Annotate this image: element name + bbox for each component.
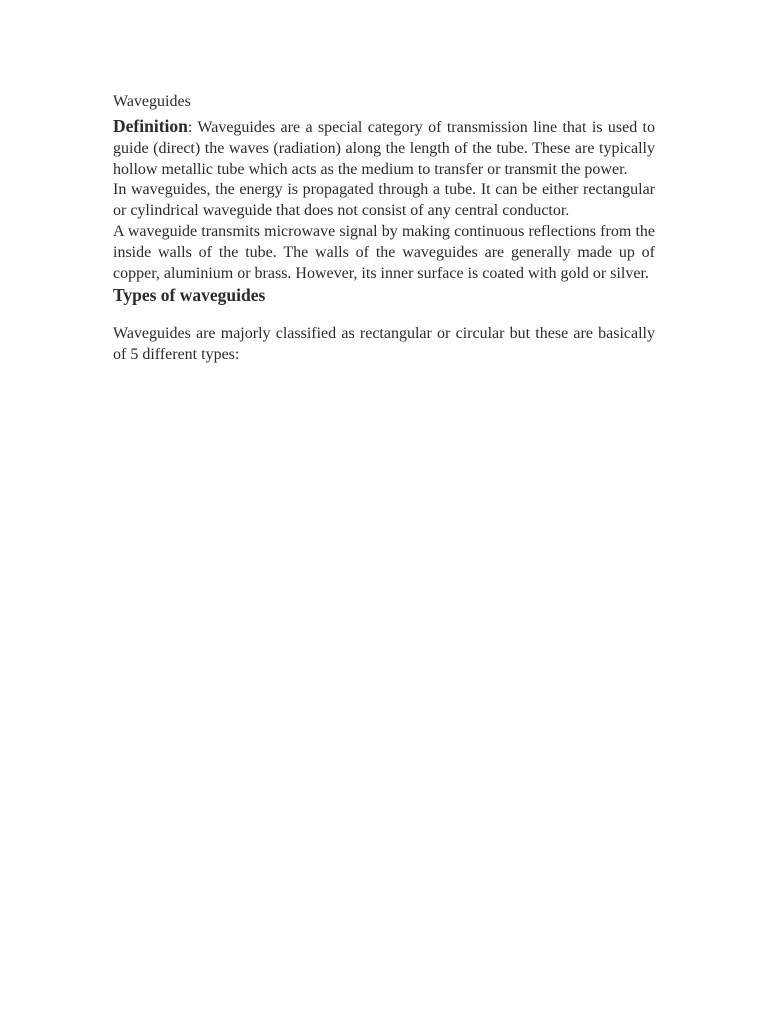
definition-term: Definition xyxy=(113,116,188,136)
definition-paragraph xyxy=(113,116,655,180)
document-title: Waveguides xyxy=(113,93,191,110)
definition-text: : Waveguides are a special category of transmission line that is used to guide (direct) the waves (radiation) along the length of the tube. These are typically hollow metallic tube which acts as the medium to transfer or transmit the power. xyxy=(113,119,655,178)
types-intro-paragraph: Waveguides are majorly classified as rectangular or circular but these are basically of 5 different types: xyxy=(113,325,655,364)
paragraph-reflections: A waveguide transmits microwave signal by making continuous reflections from the inside walls of the tube. The walls of the waveguides are generally made up of copper, aluminium or brass. However, its inner surface is coated with gold or silver. xyxy=(113,222,655,282)
document-page xyxy=(113,91,655,366)
paragraph-energy-propagation: In waveguides, the energy is propagated through a tube. It can be either rectangular or cylindrical waveguide that does not consist of any central conductor. xyxy=(113,181,655,220)
section-heading-types: Types of waveguides xyxy=(113,285,266,306)
